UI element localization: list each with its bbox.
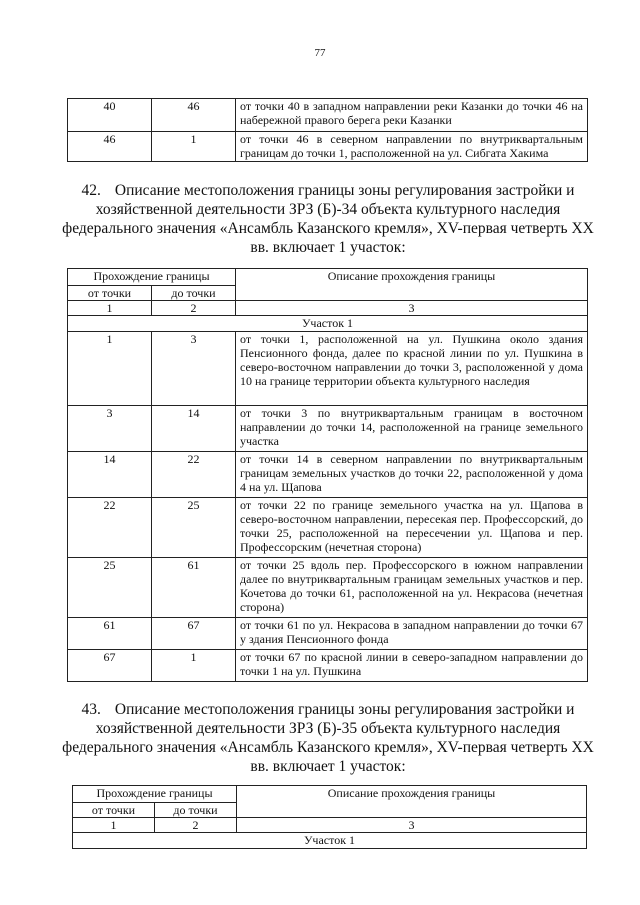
section-heading-text: Описание местоположения границы зоны регулирования застройки и хозяйственной деятельности ЗРЗ (Б)-34 объекта культурного наследия федерального значения «Ансамбль Казанского кремля», XV-первая четверть XX вв. включает 1 участок: (62, 182, 594, 256)
description-cell: от точки 3 по внутриквартальным границам в восточном направлении до точки 14, расположенной на границе земельного участка (236, 406, 588, 452)
to-point-cell: 61 (152, 558, 236, 618)
header-passage: Прохождение границы (73, 786, 237, 803)
description-cell: от точки 61 по ул. Некрасова в западном направлении до точки 67 у здания Пенсионного фонда (236, 618, 588, 650)
table-row (68, 618, 588, 650)
header-from-point: от точки (73, 803, 155, 818)
table-numbering-row (73, 818, 587, 833)
section-42-heading (62, 181, 594, 257)
table-row (68, 558, 588, 618)
column-number: 1 (73, 818, 155, 833)
header-passage: Прохождение границы (68, 269, 236, 286)
description-cell: от точки 25 вдоль пер. Профессорского в южном направлении далее по внутриквартальным границам земельных участков и пер. Кочетова до точки 61, расположенной на ул. Некрасова (нечетная сторона) (236, 558, 588, 618)
from-point-cell: 46 (68, 132, 152, 162)
header-to-point: до точки (152, 286, 236, 301)
to-point-cell: 46 (152, 99, 236, 132)
header-description: Описание прохождения границы (237, 786, 587, 818)
boundary-table-continued (67, 98, 588, 162)
boundary-table-42 (67, 268, 588, 682)
column-number: 3 (237, 818, 587, 833)
section-number: 43. (81, 701, 101, 718)
to-point-cell: 1 (152, 132, 236, 162)
from-point-cell: 61 (68, 618, 152, 650)
to-point-cell: 25 (152, 498, 236, 558)
column-number: 2 (152, 301, 236, 316)
from-point-cell: 14 (68, 452, 152, 498)
column-number: 3 (236, 301, 588, 316)
to-point-cell: 67 (152, 618, 236, 650)
section-label: Участок 1 (73, 833, 587, 849)
table-row (68, 498, 588, 558)
column-number: 1 (68, 301, 152, 316)
description-cell: от точки 14 в северном направлении по внутриквартальным границам земельных участков до точки 22, расположенной у дома 4 на ул. Щапова (236, 452, 588, 498)
description-cell: от точки 40 в западном направлении реки Казанки до точки 46 на набережной правого берега реки Казанки (236, 99, 588, 132)
description-cell: от точки 1, расположенной на ул. Пушкина около здания Пенсионного фонда, далее по красной линии по ул. Пушкина в северо-восточном направлении до точки 3, расположенной у дома 10 на границе территории объекта культурного наследия (236, 332, 588, 406)
header-from-point: от точки (68, 286, 152, 301)
from-point-cell: 40 (68, 99, 152, 132)
table-numbering-row (68, 301, 588, 316)
description-cell: от точки 22 по границе земельного участка на ул. Щапова в северо-восточном направлении, пересекая пер. Профессорский, до точки 25, расположенной на пересечении ул. Щапова и пер. Профессорским (нечетная сторона) (236, 498, 588, 558)
header-description: Описание прохождения границы (236, 269, 588, 301)
from-point-cell: 25 (68, 558, 152, 618)
table-row (68, 406, 588, 452)
from-point-cell: 67 (68, 650, 152, 682)
from-point-cell: 3 (68, 406, 152, 452)
table-row (68, 99, 588, 132)
header-to-point: до точки (155, 803, 237, 818)
table-header-row (73, 786, 587, 803)
to-point-cell: 14 (152, 406, 236, 452)
boundary-table-43 (72, 785, 587, 849)
table-header-row (68, 269, 588, 286)
from-point-cell: 1 (68, 332, 152, 406)
section-number: 42. (81, 182, 101, 199)
table-row (68, 650, 588, 682)
table-row (68, 332, 588, 406)
section-label: Участок 1 (68, 316, 588, 332)
from-point-cell: 22 (68, 498, 152, 558)
to-point-cell: 1 (152, 650, 236, 682)
section-label-row (73, 833, 587, 849)
section-43-heading (62, 700, 594, 776)
section-label-row (68, 316, 588, 332)
description-cell: от точки 67 по красной линии в северо-западном направлении до точки 1 на ул. Пушкина (236, 650, 588, 682)
to-point-cell: 3 (152, 332, 236, 406)
description-cell: от точки 46 в северном направлении по внутриквартальным границам до точки 1, расположенной на ул. Сибгата Хакима (236, 132, 588, 162)
table-row (68, 132, 588, 162)
column-number: 2 (155, 818, 237, 833)
page-number: 77 (314, 47, 326, 59)
section-heading-text: Описание местоположения границы зоны регулирования застройки и хозяйственной деятельности ЗРЗ (Б)-35 объекта культурного наследия федерального значения «Ансамбль Казанского кремля», XV-первая четверть XX вв. включает 1 участок: (62, 701, 594, 775)
to-point-cell: 22 (152, 452, 236, 498)
table-row (68, 452, 588, 498)
